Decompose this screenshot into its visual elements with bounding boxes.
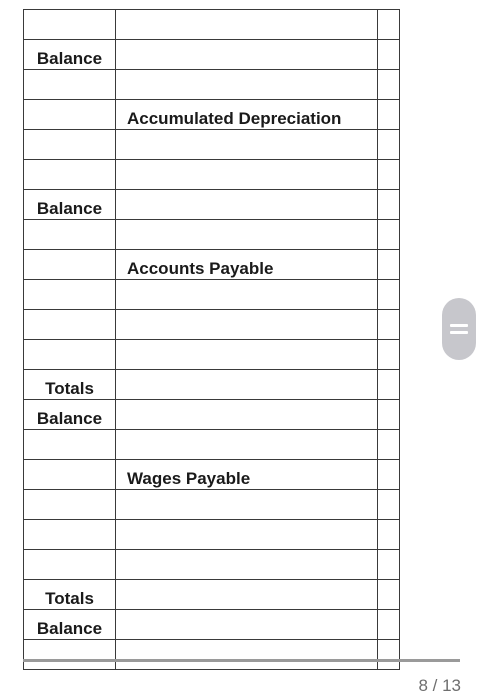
ledger-cell-account [116, 130, 378, 160]
ledger-cell-label: Balance [24, 610, 116, 640]
ledger-row [24, 610, 400, 640]
ledger-cell-mark [378, 340, 400, 370]
ledger-cell-mark [378, 400, 400, 430]
ledger-cell-mark [378, 160, 400, 190]
ledger-cell-label: Balance [24, 190, 116, 220]
ledger-cell-mark [378, 610, 400, 640]
ledger-cell-mark [378, 70, 400, 100]
ledger-row [24, 580, 400, 610]
ledger-row [24, 370, 400, 400]
ledger-row [24, 220, 400, 250]
ledger-cell-label [24, 640, 116, 670]
ledger-cell-account: Accounts Payable [116, 250, 378, 280]
ledger-cell-mark [378, 100, 400, 130]
ledger-row [24, 550, 400, 580]
ledger-row [24, 280, 400, 310]
ledger-row [24, 130, 400, 160]
ledger-cell-label [24, 520, 116, 550]
ledger-row [24, 490, 400, 520]
ledger-cell-mark [378, 640, 400, 670]
ledger-cell-mark [378, 10, 400, 40]
ledger-cell-mark [378, 550, 400, 580]
ledger-cell-label [24, 70, 116, 100]
ledger-cell-label [24, 220, 116, 250]
page-divider [23, 659, 460, 662]
ledger-row [24, 310, 400, 340]
ledger-cell-account [116, 610, 378, 640]
ledger-cell-account [116, 520, 378, 550]
ledger-cell-label: Balance [24, 40, 116, 70]
ledger-cell-label [24, 250, 116, 280]
ledger-cell-label: Totals [24, 370, 116, 400]
ledger-row [24, 520, 400, 550]
ledger-cell-label [24, 460, 116, 490]
ledger-cell-mark [378, 580, 400, 610]
ledger-cell-label [24, 340, 116, 370]
ledger-cell-label [24, 490, 116, 520]
ledger-cell-label [24, 100, 116, 130]
ledger-row [24, 250, 400, 280]
ledger-cell-label: Totals [24, 580, 116, 610]
ledger-cell-mark [378, 250, 400, 280]
ledger-cell-mark [378, 430, 400, 460]
ledger-cell-account [116, 430, 378, 460]
ledger-cell-account [116, 220, 378, 250]
grip-lines-icon [450, 324, 468, 327]
ledger-cell-account [116, 370, 378, 400]
ledger-body [24, 10, 400, 670]
ledger-cell-label [24, 310, 116, 340]
ledger-row [24, 40, 400, 70]
ledger-row [24, 460, 400, 490]
ledger-cell-account: Accumulated Depreciation [116, 100, 378, 130]
ledger-cell-label [24, 10, 116, 40]
ledger-row [24, 10, 400, 40]
page-indicator: 8 / 13 [418, 676, 461, 695]
ledger-cell-label [24, 280, 116, 310]
ledger-row [24, 160, 400, 190]
ledger-row [24, 70, 400, 100]
ledger-cell-mark [378, 370, 400, 400]
ledger-cell-mark [378, 40, 400, 70]
ledger-cell-label [24, 430, 116, 460]
ledger-row [24, 100, 400, 130]
ledger-row [24, 430, 400, 460]
ledger-cell-mark [378, 280, 400, 310]
ledger-cell-mark [378, 220, 400, 250]
ledger-cell-account [116, 310, 378, 340]
ledger-cell-account [116, 70, 378, 100]
ledger-cell-account [116, 10, 378, 40]
ledger-cell-account [116, 160, 378, 190]
ledger-cell-mark [378, 130, 400, 160]
ledger-cell-label [24, 130, 116, 160]
ledger-cell-account: Wages Payable [116, 460, 378, 490]
ledger-row [24, 190, 400, 220]
ledger-cell-account [116, 550, 378, 580]
ledger-cell-mark [378, 310, 400, 340]
ledger-cell-mark [378, 190, 400, 220]
ledger-cell-label [24, 550, 116, 580]
scroll-handle[interactable] [442, 298, 476, 360]
ledger-row [24, 640, 400, 670]
ledger-cell-account [116, 340, 378, 370]
ledger-cell-mark [378, 490, 400, 520]
ledger-cell-account [116, 280, 378, 310]
ledger-cell-mark [378, 520, 400, 550]
ledger-cell-account [116, 40, 378, 70]
ledger-cell-account [116, 640, 378, 670]
ledger-row [24, 340, 400, 370]
ledger-cell-account [116, 400, 378, 430]
ledger-cell-account [116, 190, 378, 220]
ledger-cell-mark [378, 460, 400, 490]
ledger-cell-label [24, 160, 116, 190]
ledger-row [24, 400, 400, 430]
ledger-cell-label: Balance [24, 400, 116, 430]
ledger-table [23, 9, 400, 670]
ledger-cell-account [116, 490, 378, 520]
grip-lines-icon [450, 331, 468, 334]
ledger-cell-account [116, 580, 378, 610]
